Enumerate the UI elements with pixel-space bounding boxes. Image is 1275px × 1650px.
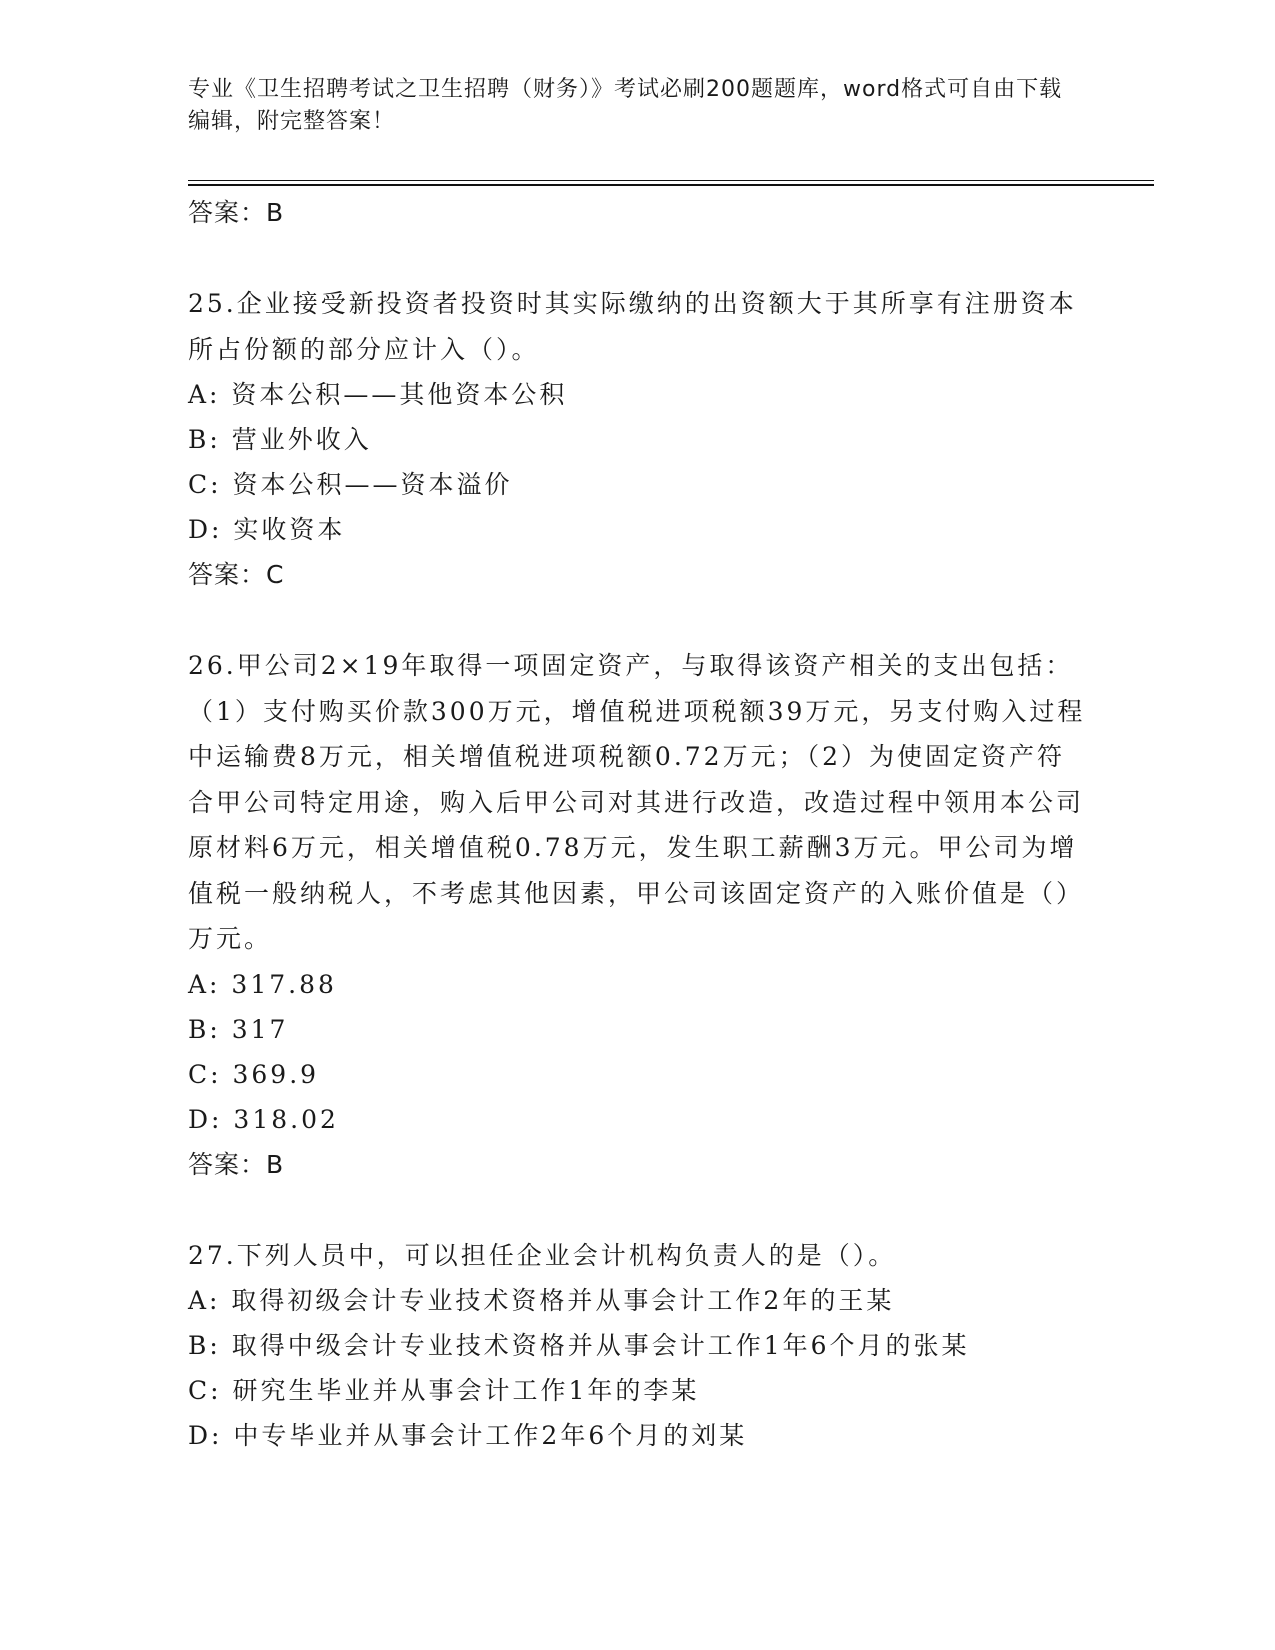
question-27 (188, 1233, 1088, 1459)
answer-line: 答案：C (188, 560, 285, 589)
header-rule-thin (188, 180, 1154, 181)
question-25 (188, 281, 1088, 597)
question-stem: 25.企业接受新投资者投资时其实际缴纳的出资额大于其所享有注册资本所占份额的部分应计入（）。 (188, 289, 1077, 364)
option-b: B: 取得中级会计专业技术资格并从事会计工作1年6个月的张某 (188, 1331, 970, 1360)
page-header: 专业《卫生招聘考试之卫生招聘（财务）》考试必刷200题题库，word格式可自由下载编辑，附完整答案！ (188, 77, 1063, 134)
option-b: B: 营业外收入 (188, 425, 372, 454)
option-a: A: 资本公积——其他资本公积 (188, 380, 568, 409)
option-d: D: 中专毕业并从事会计工作2年6个月的刘某 (188, 1421, 748, 1450)
question-stem: 26.甲公司2×19年取得一项固定资产，与取得该资产相关的支出包括：（1）支付购买价款300万元，增值税进项税额39万元，另支付购入过程中运输费8万元，相关增值税进项税额0.72万元；（2）为使固定资产符合甲公司特定用途，购入后甲公司对其进行改造，改造过程中领用本公司原材料6万元，相关增值税0.78万元，发生职工薪酬3万元。甲公司为增值税一般纳税人，不考虑其他因素，甲公司该固定资产的入账价值是（）万元。 (188, 651, 1086, 953)
option-c: C: 369.9 (188, 1059, 320, 1089)
question-content (188, 190, 1088, 1458)
option-a: A: 317.88 (188, 969, 337, 999)
option-c: C: 资本公积——资本溢价 (188, 470, 513, 499)
header-rule-thick (188, 184, 1154, 186)
option-c: C: 研究生毕业并从事会计工作1年的李某 (188, 1376, 700, 1405)
option-b: B: 317 (188, 1014, 289, 1044)
question-stem: 27.下列人员中，可以担任企业会计机构负责人的是（）。 (188, 1240, 897, 1270)
option-d: D: 318.02 (188, 1104, 339, 1134)
answer-line: 答案：B (188, 198, 285, 227)
answer-line: 答案：B (188, 1149, 285, 1179)
question-26 (188, 643, 1088, 1187)
option-a: A: 取得初级会计专业技术资格并从事会计工作2年的王某 (188, 1286, 895, 1315)
option-d: D: 实收资本 (188, 515, 346, 544)
